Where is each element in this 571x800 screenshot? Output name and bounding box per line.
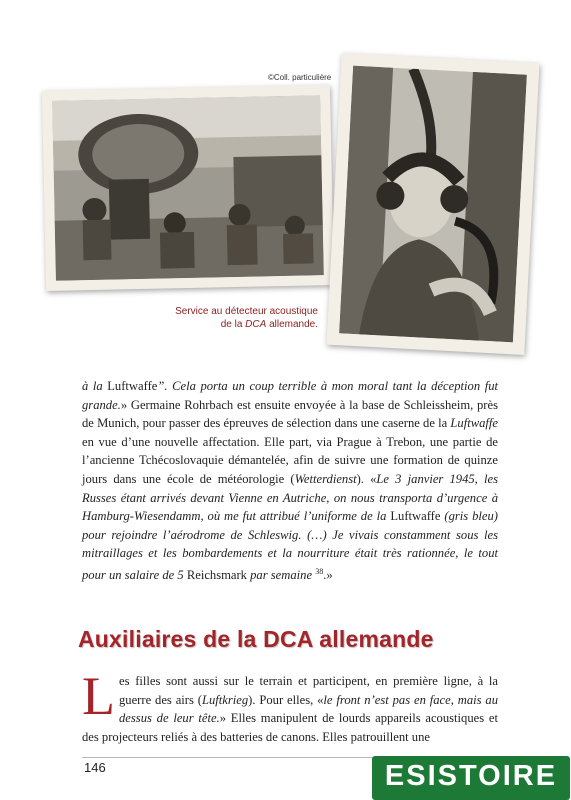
text-span: Luftwaffe [390,509,441,524]
text-span: Wetterdienst [294,471,357,486]
caption-line-2 [140,318,318,331]
text-span: .» [323,568,333,583]
text-span: à la [82,379,108,393]
woman-headphones-image [339,66,527,343]
text-span: par semaine [246,568,316,583]
text-span: Luftwaffe [450,416,498,431]
text-span: ”. Cela porta un coup terrible à mon moral tant la déception fut grande. [82,379,498,412]
photo-caption [140,305,318,331]
text-span: » Germaine Rohrbach est ensuite envoyée à la base de Schleissheim, près de Munich, pour passer des épreuves de sélection dans une caserne de la [82,397,498,431]
caption-line-1: Service au détecteur acoustique [175,306,318,317]
photo-woman-headphones [326,53,539,355]
drop-cap: L [82,666,115,726]
text-span: » Elles manipulent de lourds appareils acoustiques et des projecteurs reliés à des batteries de canons. Elles patrouillent une [82,711,498,744]
page-number: 146 [84,760,106,775]
text-span: Luftwaffe [107,379,158,393]
body-paragraph [82,377,498,585]
esistoire-logo [372,756,570,800]
caption-dca: DCA [245,319,267,330]
logo-text: ESISTOIRE [384,760,558,792]
text-span: es filles sont aussi sur le terrain et participent, en première ligne, à la guerre des airs ( [119,674,498,707]
section-paragraph [82,666,499,746]
text-span: ). Pour elles, « [248,692,324,707]
footnote-ref: 38 [315,566,324,576]
text-span: ). « [356,471,377,486]
section-heading: Auxiliaires de la DCA allemande [78,626,434,652]
caption-text-end: allemande. [266,319,318,330]
text-span: en vue d’une nouvelle affectation. Elle part, via Prague à Trebon, une partie de l’ancienne Tchécoslovaquie démantelée, afin de suivre une formation de quinze jours dans une école de météorologie ( [82,434,498,486]
acoustic-detector-image [52,95,324,281]
text-span: le front n’est pas en face, mais au dessus de leur tête. [119,692,499,726]
text-span: Luftkrieg [201,692,249,707]
photo-credit: ©Coll. particulière [268,73,332,82]
text-span: Reichsmark [186,568,247,583]
text-span: Le 3 janvier 1945, les Russes étant arrivés devant Vienne en Autriche, on nous transporta d’urgence à Hamburg-Wiesendamm, où me fut attribué l’uniforme de la [82,471,498,524]
caption-text: de la [220,319,246,330]
text-span: (gris bleu) pour rejoindre l’aérodrome de Schleswig. (…) Je vivais constamment sous les mitraillages et les bombardements et la nourriture était très rationnée, le tout pour un salaire de 5 [82,509,498,583]
photo-acoustic-detector [42,85,334,291]
